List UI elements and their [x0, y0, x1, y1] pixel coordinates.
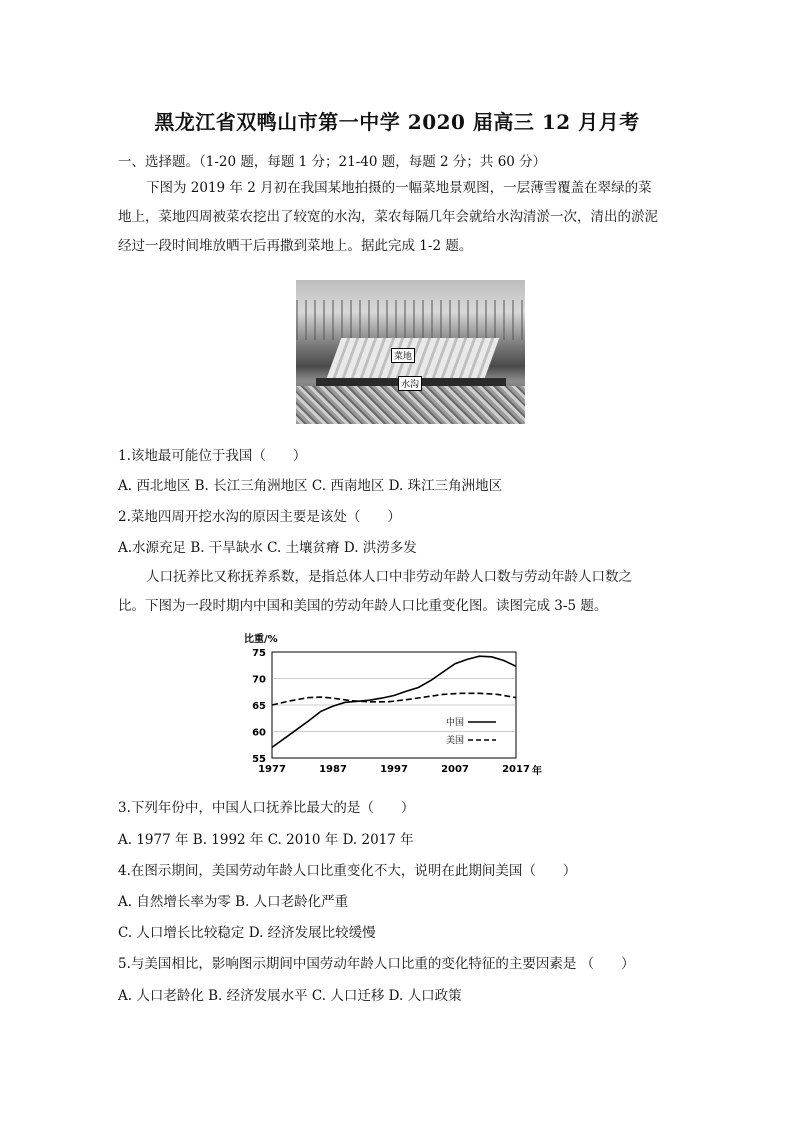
y-tick-label-75: 75 [252, 648, 266, 659]
chart-ylabel: 比重/% [244, 634, 278, 645]
y-tick-label-60: 60 [252, 727, 266, 739]
chart-grid [272, 652, 516, 758]
question-4-options-ab: A. 自然增长率为零 B. 人口老龄化严重 [118, 894, 349, 910]
legend-label-china: 中国 [446, 718, 465, 728]
question-3-options: A. 1977 年 B. 1992 年 C. 2010 年 D. 2017 年 [118, 832, 414, 848]
question-3-stem: 3.下列年份中，中国人口抚养比最大的是（ ） [118, 800, 415, 816]
legend-label-usa: 美国 [446, 736, 465, 746]
x-tick-label-1987: 1987 [319, 764, 347, 775]
vegetable-field-photo [296, 280, 525, 424]
y-tick-label-70: 70 [252, 674, 266, 686]
photo-label-field: 菜地 [391, 348, 415, 363]
chart-legend [446, 716, 496, 746]
question-5-options: A. 人口老龄化 B. 经济发展水平 C. 人口迁移 D. 人口政策 [118, 988, 462, 1004]
photo-ground [296, 386, 525, 424]
labor-population-chart [238, 628, 558, 783]
photo-trees [296, 300, 525, 340]
intro-paragraph-1: 下图为 2019 年 2 月初在我国某地拍摄的一幅菜地景观图，一层薄雪覆盖在翠绿的菜地上，菜地四周被菜农挖出了较宽的水沟，菜农每隔几年会就给水沟清淤一次，清出的淤泥经过一段时间堆放晒干后再撒到菜地上。据此完成 1-2 题。 [118, 180, 658, 254]
question-1-stem: 1.该地最可能位于我国（ ） [118, 448, 307, 464]
question-2-stem: 2.菜地四周开挖水沟的原因主要是该处（ ） [118, 509, 401, 525]
question-4-stem: 4.在图示期间，美国劳动年龄人口比重变化不大，说明在此期间美国（ ） [118, 863, 577, 879]
y-tick-label-65: 65 [252, 701, 266, 712]
x-tick-label-2007: 2007 [441, 764, 469, 775]
question-2-options: A.水源充足 B. 干旱缺水 C. 土壤贫瘠 D. 洪涝多发 [118, 540, 417, 556]
page-title: 黑龙江省双鸭山市第一中学 2020 届高三 12 月月考 [154, 110, 640, 134]
y-tick-label-55: 55 [252, 754, 266, 765]
chart-xlabel: 年 [532, 766, 542, 777]
x-tick-label-1997: 1997 [380, 764, 408, 775]
chart-series [272, 656, 516, 747]
question-5-stem: 5.与美国相比，影响图示期间中国劳动年龄人口比重的变化特征的主要因素是 （ ） [118, 956, 635, 972]
chart-ticks [252, 648, 530, 775]
x-tick-label-1977: 1977 [258, 764, 286, 775]
intro-paragraph-2: 人口抚养比又称抚养系数，是指总体人口中非劳动年龄人口数与劳动年龄人口数之比。下图为一段时期内中国和美国的劳动年龄人口比重变化图。读图完成 3-5 题。 [118, 569, 632, 614]
x-tick-label-2017: 2017 [502, 764, 530, 775]
photo-label-ditch: 水沟 [398, 376, 422, 391]
question-1-options: A. 西北地区 B. 长江三角洲地区 C. 西南地区 D. 珠江三角洲地区 [118, 478, 503, 494]
question-4-options-cd: C. 人口增长比较稳定 D. 经济发展比较缓慢 [118, 925, 376, 941]
section-heading: 一、选择题。（1-20 题，每题 1 分；21-40 题，每题 2 分；共 60 分） [118, 154, 547, 170]
